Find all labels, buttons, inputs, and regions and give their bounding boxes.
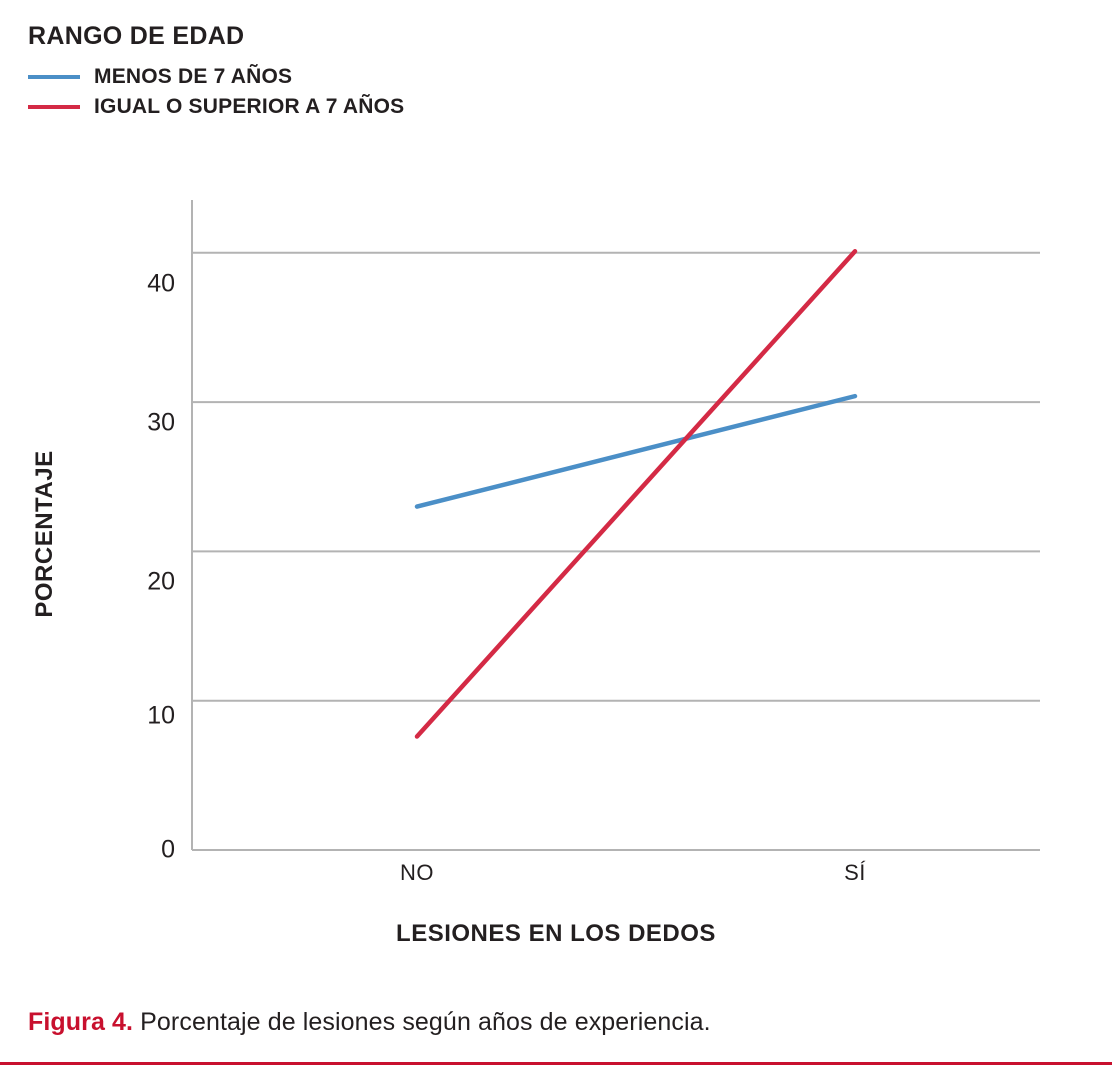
x-tick-label: NO: [400, 860, 434, 885]
legend-item-menos-de-7-anos: [28, 65, 404, 89]
y-tick-label: 10: [147, 701, 175, 730]
legend-item-label: MENOS DE 7 AÑOS: [94, 65, 293, 88]
legend-swatch-icon: [28, 105, 80, 109]
legend-title: RANGO DE EDAD: [28, 22, 245, 50]
x-axis-title: LESIONES EN LOS DEDOS: [396, 920, 716, 947]
legend-item-label: IGUAL O SUPERIOR A 7 AÑOS: [94, 95, 405, 118]
gridlines: [192, 253, 1040, 701]
figure-caption: [28, 1008, 711, 1037]
y-tick-label: 40: [147, 269, 175, 298]
legend-item-igual-o-superior-a-7-anos: [28, 95, 404, 119]
figure-caption-text: Porcentaje de lesiones según años de experiencia.: [133, 1008, 711, 1036]
legend: [28, 22, 404, 125]
axis-lines: [192, 200, 1040, 850]
chart: [0, 180, 1112, 970]
plot-area: [0, 180, 1112, 970]
x-tick-label: SÍ: [844, 860, 866, 885]
figure-caption-label: Figura 4.: [28, 1008, 134, 1036]
y-tick-label: 20: [147, 567, 175, 596]
y-axis-title: PORCENTAJE: [31, 450, 58, 618]
y-tick-label: 30: [147, 408, 175, 437]
series-lines: [417, 251, 855, 736]
y-tick-label: 0: [161, 835, 175, 864]
legend-swatch-icon: [28, 75, 80, 79]
